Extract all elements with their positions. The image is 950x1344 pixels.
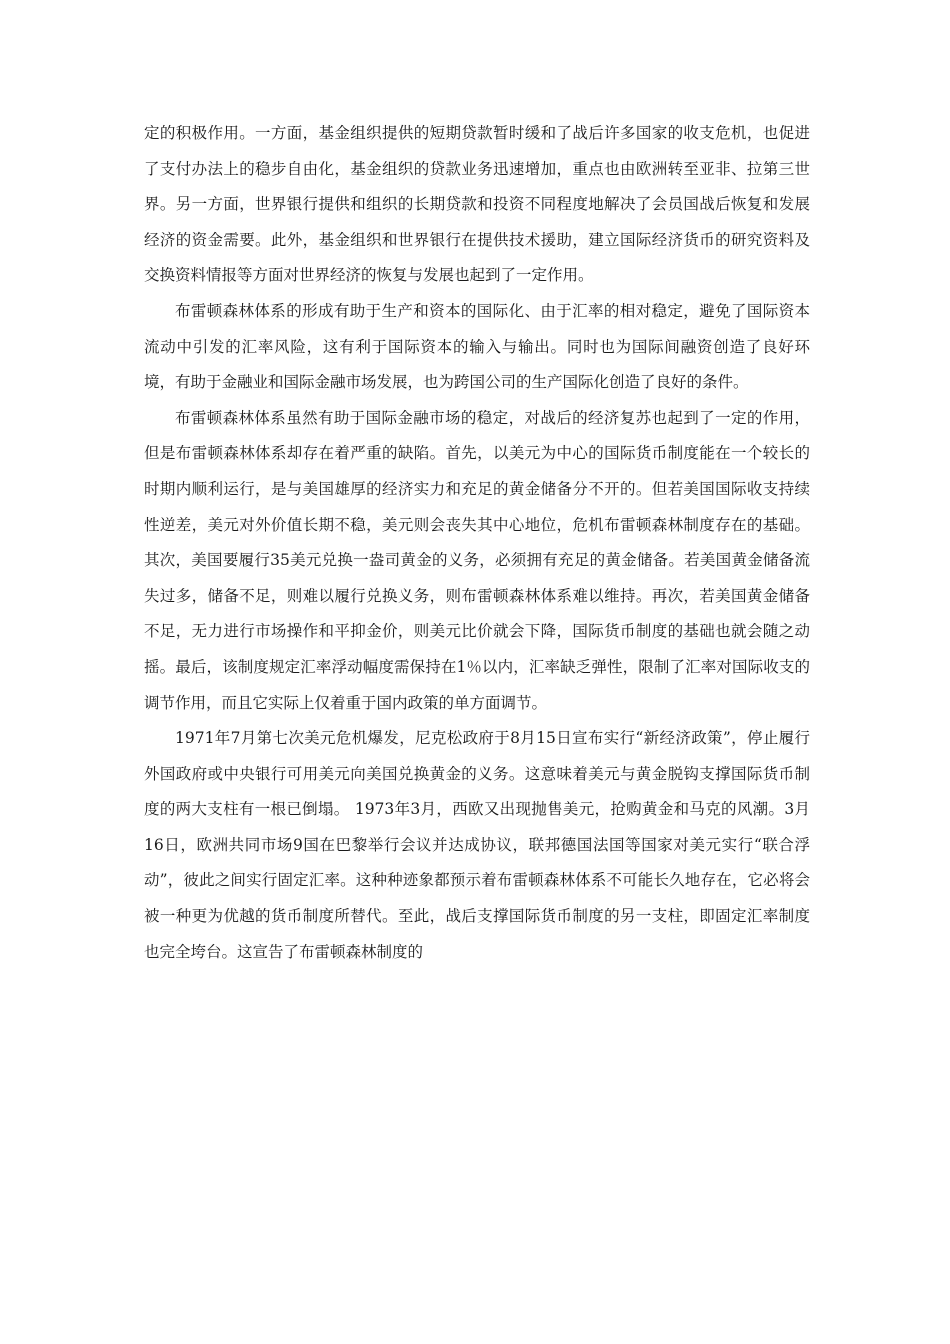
paragraph-continuation: 定的积极作用。一方面，基金组织提供的短期贷款暂时缓和了战后许多国家的收支危机，也促进了支付办法上的稳步自由化，基金组织的贷款业务迅速增加，重点也由欧洲转至亚非、拉第三世界。另一方面，世界银行提供和组织的长期贷款和投资不同程度地解决了会员国战后恢复和发展经济的资金需要。此外，基金组织和世界银行在提供技术援助，建立国际经济货币的研究资料及交换资料情报等方面对世界经济的恢复与发展也起到了一定作用。 [144, 124, 810, 285]
paragraph-collapse: 1971年7月第七次美元危机爆发，尼克松政府于8月15日宣布实行“新经济政策”，停止履行外国政府或中央银行可用美元向美国兑换黄金的义务。这意味着美元与黄金脱钩支撑国际货币制度的两大支柱有一根已倒塌。 1973年3月，西欧又出现抛售美元，抢购黄金和马克的风潮。3月16日，欧洲共同市场9国在巴黎举行会议并达成协议，联邦德国法国等国家对美元实行“联合浮动”，彼此之间实行固定汇率。这种种迹象都预示着布雷顿森林体系不可能长久地存在，它必将会被一种更为优越的货币制度所替代。至此，战后支撑国际货币制度的另一支柱，即固定汇率制度也完全垮台。这宣告了布雷顿森林制度的 [144, 729, 810, 961]
paragraph-system-defects: 布雷顿森林体系虽然有助于国际金融市场的稳定，对战后的经济复苏也起到了一定的作用，但是布雷顿森林体系却存在着严重的缺陷。首先，以美元为中心的国际货币制度能在一个较长的时期内顺利运行，是与美国雄厚的经济实力和充足的黄金储备分不开的。但若美国国际收支持续性逆差，美元对外价值长期不稳，美元则会丧失其中心地位，危机布雷顿森林制度存在的基础。其次，美国要履行35美元兑换一盎司黄金的义务，必须拥有充足的黄金储备。若美国黄金储备流失过多，储备不足，则难以履行兑换义务，则布雷顿森林体系难以维持。再次，若美国黄金储备不足，无力进行市场操作和平抑金价，则美元比价就会下降，国际货币制度的基础也就会随之动摇。最后，该制度规定汇率浮动幅度需保持在1％以内，汇率缺乏弹性，限制了汇率对国际收支的调节作用，而且它实际上仅着重于国内政策的单方面调节。 [144, 408, 810, 712]
paragraph-capital-internationalization: 布雷顿森林体系的形成有助于生产和资本的国际化、由于汇率的相对稳定，避免了国际资本流动中引发的汇率风险，这有利于国际资本的输入与输出。同时也为国际间融资创造了良好环境，有助于金融业和国际金融市场发展，也为跨国公司的生产国际化创造了良好的条件。 [144, 301, 810, 392]
document-body [144, 116, 810, 970]
